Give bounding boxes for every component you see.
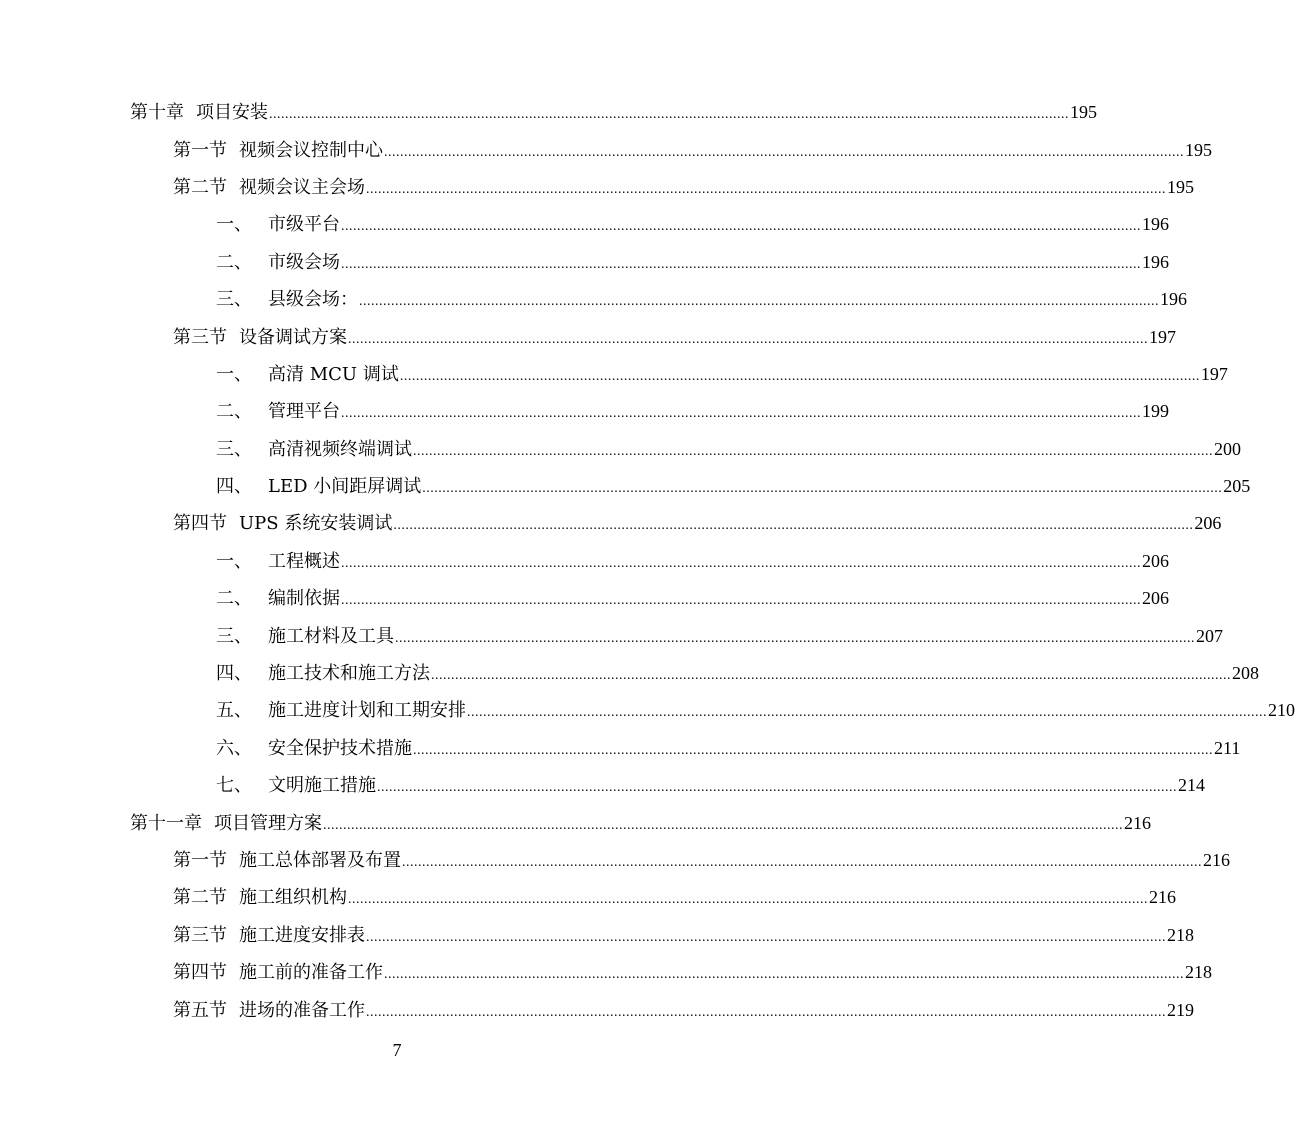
toc-entry-line [216, 699, 1295, 724]
toc-entry-line [216, 737, 1241, 762]
toc-entry[interactable] [0, 319, 1176, 356]
toc-dot-leader: ........................................................................................................................................................................................................ [341, 555, 1141, 571]
toc-entry-page: 195 [1167, 176, 1194, 197]
toc-entry[interactable] [0, 170, 1194, 207]
toc-dot-leader: ........................................................................................................................................................................................................ [323, 817, 1123, 833]
toc-entry-line [216, 363, 1228, 388]
toc-entry[interactable] [0, 843, 1230, 880]
toc-entry-title: 市级平台 [268, 214, 340, 236]
toc-dot-leader: ........................................................................................................................................................................................................ [359, 294, 1159, 310]
toc-dot-leader: ........................................................................................................................................................................................................ [399, 368, 1200, 384]
toc-entry-page: 195 [1070, 102, 1097, 123]
toc-entry-line [216, 475, 1251, 500]
toc-entry-line [216, 587, 1169, 612]
toc-entry[interactable] [0, 245, 1169, 282]
toc-entry-prefix: 三、 [216, 625, 252, 647]
toc-entry-line [216, 288, 1187, 313]
toc-entry-page: 195 [1185, 139, 1212, 160]
toc-entry-page: 206 [1142, 588, 1169, 609]
toc-entry-prefix: 二、 [216, 401, 252, 423]
toc-entry-prefix: 第十章 [130, 102, 184, 124]
toc-entry-prefix: 第二节 [173, 176, 227, 198]
toc-dot-leader: ........................................................................................................................................................................................................ [341, 219, 1141, 235]
toc-entry-title: 施工进度安排表 [239, 924, 365, 946]
toc-entry-prefix: 五、 [216, 700, 252, 722]
toc-entry[interactable] [0, 394, 1169, 431]
toc-dot-leader: ........................................................................................................................................................................................................ [384, 144, 1184, 160]
toc-entry-title: 高清视频终端调试 [268, 438, 412, 460]
page-number: 7 [392, 1040, 402, 1060]
toc-entry-prefix: 第五节 [173, 999, 227, 1021]
toc-entry-line [173, 176, 1194, 201]
toc-entry[interactable] [0, 618, 1223, 655]
toc-entry-line [216, 438, 1241, 463]
toc-entry-page: 208 [1232, 663, 1259, 684]
toc-entry-line [173, 886, 1176, 911]
toc-entry-line [130, 812, 1151, 837]
toc-entry-page: 200 [1214, 438, 1241, 459]
toc-entry-page: 218 [1167, 924, 1194, 945]
toc-entry[interactable] [0, 544, 1169, 581]
toc-entry-line [173, 512, 1222, 537]
toc-entry[interactable] [0, 992, 1194, 1029]
toc-entry[interactable] [0, 768, 1205, 805]
toc-entry-prefix: 二、 [216, 251, 252, 273]
toc-entry[interactable] [0, 955, 1212, 992]
toc-entry-line [216, 625, 1223, 650]
toc-entry-line [173, 326, 1176, 351]
toc-entry-title: 视频会议主会场 [239, 176, 365, 198]
toc-entry[interactable] [0, 432, 1241, 469]
toc-entry-prefix: 第一节 [173, 850, 227, 871]
toc-dot-leader: ........................................................................................................................................................................................................ [402, 855, 1202, 870]
toc-entry-page: 196 [1142, 251, 1169, 272]
toc-entry-title: LED 小间距屏调试 [268, 476, 422, 498]
toc-entry-title: 施工材料及工具 [268, 625, 394, 647]
toc-dot-leader: ........................................................................................................................................................................................................ [413, 443, 1213, 459]
toc-entry-title: 工程概述 [268, 550, 340, 572]
toc-entry-page: 216 [1203, 850, 1230, 870]
toc-entry-page: 207 [1196, 625, 1223, 646]
toc-dot-leader: ........................................................................................................................................................................................................ [366, 1004, 1166, 1020]
toc-dot-leader: ........................................................................................................................................................................................................ [269, 107, 1069, 123]
toc-entry[interactable] [0, 95, 1097, 132]
toc-entry-page: 219 [1167, 999, 1194, 1020]
toc-dot-leader: ........................................................................................................................................................................................................ [377, 780, 1177, 796]
toc-entry-title: 进场的准备工作 [239, 999, 365, 1021]
toc-entry-prefix: 四、 [216, 663, 252, 685]
table-of-contents [0, 95, 1295, 1030]
toc-entry-prefix: 第三节 [173, 326, 227, 348]
toc-entry[interactable] [0, 656, 1259, 693]
toc-entry[interactable] [0, 282, 1187, 319]
toc-entry[interactable] [0, 581, 1169, 618]
toc-dot-leader: ........................................................................................................................................................................................................ [422, 481, 1223, 497]
toc-dot-leader: ........................................................................................................................................................................................................ [431, 668, 1231, 684]
toc-entry-line [216, 400, 1169, 425]
toc-entry[interactable] [0, 469, 1251, 506]
toc-entry-title: 施工技术和施工方法 [268, 663, 430, 685]
toc-entry-line [173, 924, 1194, 949]
toc-entry-title: 施工进度计划和工期安排 [268, 700, 466, 722]
toc-entry-title: 文明施工措施 [268, 775, 376, 797]
toc-dot-leader: ........................................................................................................................................................................................................ [384, 967, 1184, 983]
toc-dot-leader: ........................................................................................................................................................................................................ [413, 742, 1213, 758]
toc-entry-line [173, 139, 1212, 164]
toc-entry-line [173, 849, 1230, 874]
toc-entry-prefix: 三、 [216, 438, 252, 460]
toc-entry-page: 214 [1178, 775, 1205, 796]
toc-entry-page: 196 [1160, 289, 1187, 310]
toc-entry-page: 199 [1142, 401, 1169, 422]
toc-entry-line [216, 774, 1205, 799]
toc-entry-prefix: 第四节 [173, 962, 227, 984]
toc-entry-prefix: 一、 [216, 363, 252, 385]
toc-entry[interactable] [0, 132, 1212, 169]
toc-dot-leader: ........................................................................................................................................................................................................ [348, 892, 1148, 908]
toc-entry[interactable] [0, 357, 1228, 394]
toc-entry-title: 设备调试方案 [239, 326, 347, 348]
toc-entry-title: 管理平台 [268, 401, 340, 423]
toc-entry[interactable] [0, 731, 1241, 768]
toc-entry-prefix: 三、 [216, 289, 252, 311]
toc-dot-leader: ........................................................................................................................................................................................................ [395, 630, 1195, 646]
toc-dot-leader: ........................................................................................................................................................................................................ [366, 181, 1166, 197]
toc-entry-prefix: 第二节 [173, 887, 227, 909]
toc-entry-line [173, 961, 1212, 986]
toc-dot-leader: ........................................................................................................................................................................................................ [341, 256, 1141, 272]
toc-entry[interactable] [0, 693, 1295, 730]
toc-entry-prefix: 第十一章 [130, 812, 202, 834]
toc-entry-title: 项目安装 [196, 102, 268, 124]
toc-entry-prefix: 第四节 [173, 513, 227, 535]
toc-entry-prefix: 一、 [216, 214, 252, 236]
toc-dot-leader: ........................................................................................................................................................................................................ [341, 406, 1141, 422]
toc-entry-prefix: 七、 [216, 775, 252, 797]
toc-entry-line [173, 999, 1194, 1024]
toc-entry-prefix: 第三节 [173, 924, 227, 946]
toc-entry-line [216, 662, 1259, 687]
toc-entry-title: 安全保护技术措施 [268, 737, 412, 759]
toc-dot-leader: ........................................................................................................................................................................................................ [348, 331, 1148, 347]
toc-entry[interactable] [0, 207, 1169, 244]
toc-entry-title: UPS 系统安装调试 [239, 513, 393, 535]
toc-entry-title: 市级会场 [268, 251, 340, 273]
toc-entry-page: 197 [1200, 363, 1228, 384]
toc-entry-page: 205 [1223, 476, 1251, 497]
toc-entry-line [216, 213, 1169, 238]
toc-dot-leader: ........................................................................................................................................................................................................ [366, 929, 1166, 945]
toc-entry-title: 高清 MCU 调试 [268, 363, 399, 385]
toc-entry-title: 项目管理方案 [214, 812, 322, 834]
toc-entry-title: 施工总体部署及布置 [239, 850, 401, 871]
toc-dot-leader: ........................................................................................................................................................................................................ [467, 705, 1267, 721]
toc-entry-page: 210 [1268, 700, 1295, 721]
toc-entry-prefix: 四、 [216, 476, 252, 498]
toc-dot-leader: ........................................................................................................................................................................................................ [393, 518, 1194, 534]
toc-entry-page: 206 [1142, 550, 1169, 571]
toc-entry-line [216, 251, 1169, 276]
toc-entry-page: 197 [1149, 326, 1176, 347]
toc-entry-page: 196 [1142, 214, 1169, 235]
toc-entry-title: 编制依据 [268, 588, 340, 610]
toc-entry-prefix: 第一节 [173, 139, 227, 161]
toc-entry[interactable] [0, 880, 1176, 917]
toc-entry[interactable] [0, 805, 1151, 842]
toc-entry-prefix: 六、 [216, 737, 252, 759]
toc-entry-title: 施工前的准备工作 [239, 962, 383, 984]
toc-entry-title: 施工组织机构 [239, 887, 347, 909]
toc-dot-leader: ........................................................................................................................................................................................................ [341, 593, 1141, 609]
toc-entry[interactable] [0, 918, 1194, 955]
toc-entry-prefix: 二、 [216, 588, 252, 610]
toc-entry-title: 视频会议控制中心 [239, 139, 383, 161]
toc-entry[interactable] [0, 506, 1222, 543]
toc-entry-page: 206 [1194, 513, 1222, 534]
toc-entry-page: 216 [1124, 812, 1151, 833]
toc-entry-page: 216 [1149, 887, 1176, 908]
toc-entry-line [216, 550, 1169, 575]
toc-entry-line [130, 101, 1097, 126]
toc-entry-title: 县级会场： [268, 289, 358, 311]
toc-entry-page: 211 [1214, 737, 1241, 758]
toc-entry-page: 218 [1185, 962, 1212, 983]
toc-entry-prefix: 一、 [216, 550, 252, 572]
